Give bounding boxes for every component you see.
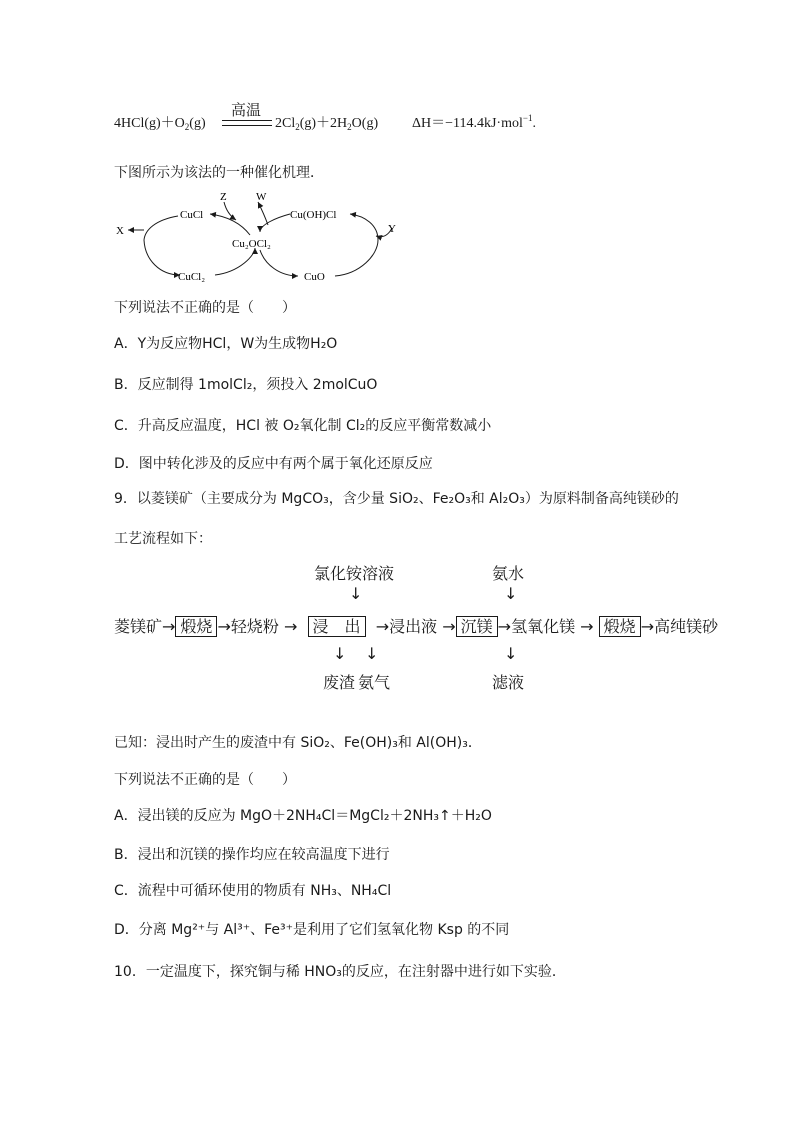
- flow-down-arrow-1: ↓: [349, 584, 363, 603]
- flow-arrow: →: [162, 617, 176, 636]
- flow-down-arrow-5: ↓: [504, 644, 518, 663]
- cucl2-label: CuCl₂: [178, 271, 206, 283]
- eq-rhs-mid: (g)＋2H: [299, 116, 348, 131]
- cuo-label: CuO: [304, 271, 325, 283]
- enthalpy: [412, 112, 536, 132]
- flow-arrow: →: [375, 617, 390, 636]
- eq-rhs: 2Cl: [275, 116, 296, 131]
- q9-option-c: C．流程中可循环使用的物质有 NH₃、NH₄Cl: [114, 883, 392, 899]
- flow-down-arrow-3: ↓: [333, 644, 347, 663]
- flow-main-row: [114, 614, 718, 637]
- flow-ammonia-gas: 氨气: [358, 673, 391, 692]
- q9-option-a: A．浸出镁的反应为 MgO＋2NH₄Cl＝MgCl₂＋2NH₃↑＋H₂O: [114, 808, 492, 824]
- flow-down-arrow-2: ↓: [504, 584, 518, 603]
- eq-rhs-tail: O(g): [351, 116, 379, 131]
- flow-arrow: →: [640, 617, 655, 636]
- enthalpy-value: ΔH＝−114.4kJ·mol: [412, 116, 523, 131]
- q8-option-a: A．Y为反应物HCl，W为生成物H₂O: [114, 336, 338, 352]
- flow-arrow: →: [442, 617, 456, 636]
- flow-ore: 菱镁矿: [114, 617, 163, 636]
- reaction-condition: 高温: [231, 101, 262, 119]
- right-cycle-bottom-arc: [335, 240, 378, 276]
- eq-lhs-tail: (g): [189, 116, 206, 131]
- left-cycle-top-arc: [144, 216, 178, 240]
- x-label: X: [116, 225, 124, 237]
- flow-mg-hydroxide: 氢氧化镁: [511, 617, 576, 636]
- flow-arrow: →: [283, 617, 298, 636]
- z-label: Z: [220, 191, 227, 203]
- enthalpy-end: .: [532, 116, 536, 131]
- w-label: W: [256, 191, 267, 203]
- flow-leach: 浸 出: [308, 616, 366, 637]
- reaction-equation: [114, 112, 206, 132]
- flow-light-powder: 轻烧粉: [230, 617, 279, 636]
- flow-filtrate: 滤液: [492, 673, 525, 692]
- right-cycle-up-arc: [350, 214, 378, 240]
- flow-reagent-ammonia-water: 氨水: [492, 564, 525, 583]
- mechanism-intro: 下图所示为该法的一种催化机理．: [114, 165, 324, 181]
- q9-known: 已知：浸出时产生的废渣中有 SiO₂、Fe(OH)₃和 Al(OH)₃．: [114, 735, 482, 751]
- q9-stem-line1: 9．以菱镁矿（主要成分为 MgCO₃，含少量 SiO₂、Fe₂O₃和 Al₂O₃）为原料制备高纯镁砂的: [114, 491, 679, 507]
- left-cycle-bottom-arc: [144, 240, 180, 275]
- y-label: Y: [388, 223, 396, 235]
- catalytic-mechanism-diagram: [110, 190, 410, 290]
- flow-precipitate: 沉镁: [456, 616, 498, 637]
- cucl-label: CuCl: [180, 209, 204, 221]
- enthalpy-unit-exp: −1: [522, 113, 533, 123]
- flow-calcine-2: 煅烧: [599, 616, 641, 637]
- q8-option-b: B．反应制得 1molCl₂，须投入 2molCuO: [114, 377, 378, 393]
- flow-product: 高纯镁砂: [654, 617, 719, 636]
- q9-stem-line2: 工艺流程如下：: [114, 531, 212, 547]
- right-cycle-center-down: [260, 250, 298, 276]
- eq-rhs-sub2: 2: [347, 122, 352, 132]
- equal-sign: [222, 120, 272, 126]
- q9-option-d: D．分离 Mg²⁺与 Al³⁺、Fe³⁺是利用了它们氢氧化物 Ksp 的不同: [114, 922, 510, 938]
- flow-down-arrow-4: ↓: [365, 644, 379, 663]
- cu2ocl2-label: Cu₂OCl₂: [232, 238, 271, 250]
- cuohcl-label: Cu(OH)Cl: [290, 209, 337, 221]
- q8-option-d: D．图中转化涉及的反应中有两个属于氧化还原反应: [114, 456, 433, 472]
- eq-rhs-sub: 2: [295, 122, 300, 132]
- flow-arrow: →: [497, 617, 512, 636]
- eq-lhs-sub: 2: [184, 122, 190, 132]
- flow-leachate: 浸出液: [389, 617, 438, 636]
- flow-arrow: →: [580, 617, 594, 636]
- q9-options-stem: 下列说法不正确的是（ ）: [114, 772, 296, 788]
- flow-reagent-nh4cl: 氯化铵溶液: [314, 564, 395, 583]
- left-cycle-to-center: [215, 248, 255, 275]
- flow-arrow: →: [217, 617, 231, 636]
- eq-lhs: 4HCl(g)＋O: [114, 116, 185, 131]
- flow-calcine-1: 煅烧: [175, 616, 217, 637]
- q8-option-c: C．升高反应温度，HCl 被 O₂氧化制 Cl₂的反应平衡常数减小: [114, 418, 492, 434]
- q8-stem: 下列说法不正确的是（ ）: [114, 300, 296, 316]
- q10-stem: 10．一定温度下，探究铜与稀 HNO₃的反应，在注射器中进行如下实验．: [114, 964, 566, 980]
- left-cycle-center-up: [210, 214, 250, 235]
- reaction-rhs: [275, 112, 378, 132]
- w-arrow: [258, 202, 268, 225]
- flow-waste: 废渣: [323, 673, 356, 692]
- q9-option-b: B．浸出和沉镁的操作均应在较高温度下进行: [114, 847, 390, 863]
